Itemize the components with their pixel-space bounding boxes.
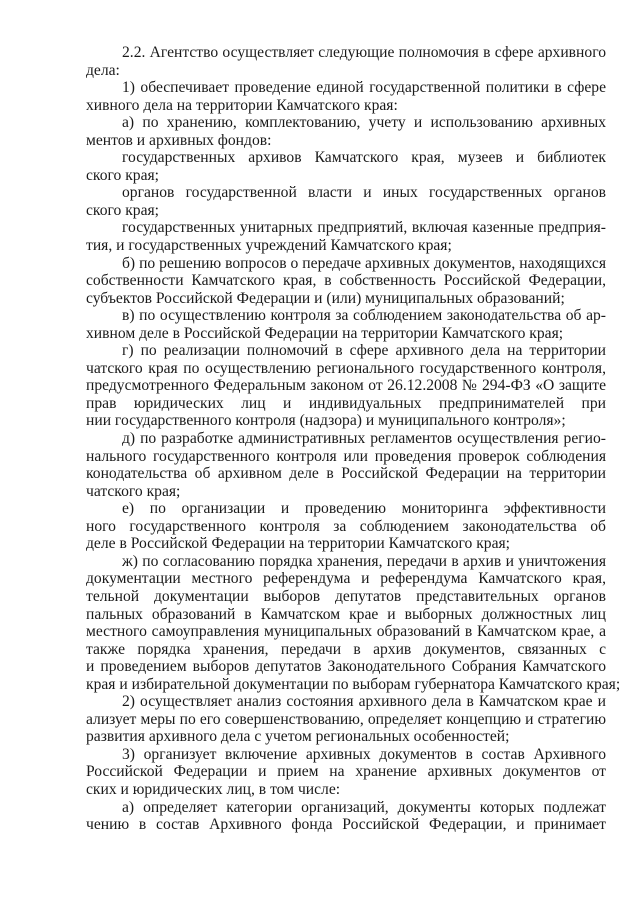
text-line: ментов и архивных фондов:	[86, 131, 272, 149]
text-line: также порядка хранения, передачи в архив документов, связанных с	[86, 640, 606, 658]
text-line: а) по хранению, комплектованию, учету и использованию архивных	[122, 114, 606, 132]
text-line: ского края;	[86, 166, 160, 184]
text-line: ского края;	[86, 201, 160, 219]
text-line: прав юридических лиц и индивидуальных предпринимателей при	[86, 394, 606, 412]
text-line: дела:	[86, 61, 120, 79]
text-line: нального государственного контроля или проведения проверок соблюдения	[86, 447, 606, 465]
text-line: края и избирательной документации по выборам губернатора Камчатского края;	[86, 675, 621, 693]
text-line: предусмотренного Федеральным законом от 26.12.2008 № 294-ФЗ «О защите	[86, 377, 606, 395]
text-line: Российской Федерации и прием на хранение архивных документов от	[86, 763, 606, 781]
text-line: в) по осуществлению контроля за соблюдением законодательства об ар-	[122, 307, 606, 325]
text-line: собственности Камчатского края, в собственность Российской Федерации,	[86, 272, 606, 290]
text-line: б) по решению вопросов о передаче архивных документов, находящихся	[122, 254, 606, 272]
text-line: хивном деле в Российской Федерации на территории Камчатского края;	[86, 324, 564, 342]
text-line: е) по организации и проведению мониторинга эффективности	[122, 500, 606, 518]
text-line: хивного дела на территории Камчатского края:	[86, 96, 398, 114]
text-line: чению в состав Архивного фонда Российской Федерации, и принимает	[86, 816, 606, 834]
text-line: деле в Российской Федерации на территории Камчатского края;	[86, 535, 510, 553]
text-line: государственных унитарных предприятий, включая казенные предприя-	[122, 219, 606, 237]
text-line: пальных образований в Камчатском крае и выборных должностных лиц	[86, 605, 606, 623]
text-line: г) по реализации полномочий в сфере архивного дела на территории	[122, 342, 606, 360]
text-line: чатского края;	[86, 482, 181, 500]
text-line: субъектов Российской Федерации и (или) муниципальных образований;	[86, 289, 565, 307]
text-line: тия, и государственных учреждений Камчатского края;	[86, 237, 452, 255]
text-line: государственных архивов Камчатского края, музеев и библиотек	[122, 149, 606, 167]
text-line: документации местного референдума и референдума Камчатского края,	[86, 570, 606, 588]
text-line: ного государственного контроля за соблюдением законодательства об	[86, 517, 606, 535]
text-line: 1) обеспечивает проведение единой государственной политики в сфере	[122, 79, 606, 97]
text-line: нии государственного контроля (надзора) и муниципального контроля»;	[86, 412, 566, 430]
text-line: чатского края по осуществлению регионального государственного контроля,	[86, 359, 606, 377]
text-line: ализует меры по его совершенствованию, определяет концепцию и стратегию	[86, 710, 606, 728]
text-line: местного самоуправления муниципальных образований в Камчатском крае, а	[86, 623, 606, 641]
text-line: 3) организует включение архивных документов в состав Архивного	[122, 745, 606, 763]
text-line: д) по разработке административных регламентов осуществления регио-	[122, 430, 606, 448]
text-line: конодательства об архивном деле в Российской Федерации на территории	[86, 465, 606, 483]
text-line: ских и юридических лиц, в том числе:	[86, 780, 341, 798]
text-line: тельной документации выборов депутатов представительных органов	[86, 587, 606, 605]
text-line: ж) по согласованию порядка хранения, передачи в архив и уничтожения	[122, 552, 606, 570]
text-line: 2.2. Агентство осуществляет следующие полномочия в сфере архивного	[122, 44, 606, 61]
text-line: а) определяет категории организаций, документы которых подлежат	[122, 798, 606, 816]
text-line: 2) осуществляет анализ состояния архивного дела в Камчатском крае и	[122, 693, 606, 711]
document-body	[86, 44, 621, 834]
text-line: органов государственной власти и иных государственных органов	[122, 184, 606, 202]
text-line: и проведением выборов депутатов Законодательного Собрания Камчатского	[86, 658, 606, 676]
text-line: развития архивного дела с учетом региональных особенностей;	[86, 728, 510, 746]
